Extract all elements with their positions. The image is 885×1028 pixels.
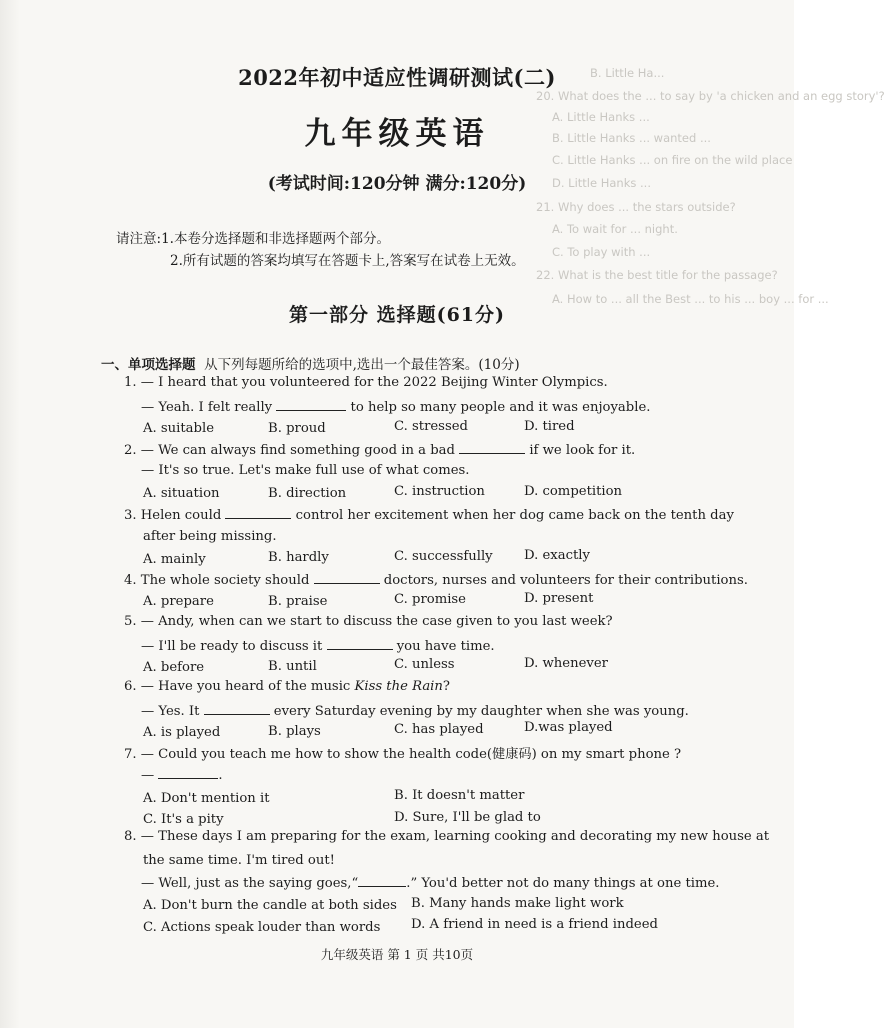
option-a: A. prepare	[143, 594, 214, 609]
answer-blank	[204, 702, 270, 715]
option-b: B. proud	[268, 421, 326, 436]
page-footer: 九年级英语 第 1 页 共10页	[320, 947, 474, 962]
question-3-continuation: after being missing.	[143, 529, 277, 544]
bleed-through-text: A. Little Hanks ...	[552, 110, 650, 124]
option-a: A. is played	[143, 725, 221, 740]
bleed-through-text: 20. What does the ... to say by 'a chicken and an egg story'?	[536, 89, 885, 103]
answer-blank	[314, 571, 380, 584]
option-d: D. present	[524, 591, 594, 606]
question-1-reply	[141, 398, 650, 415]
option-d: D. tired	[524, 419, 575, 434]
bleed-through-text: 22. What is the best title for the passage?	[536, 268, 778, 282]
option-c: C. Actions speak louder than words	[143, 920, 381, 935]
option-c: C. stressed	[394, 419, 468, 434]
bleed-through-text: A. How to ... all the Best ... to his ... boy ... for ...	[552, 292, 829, 306]
question-4-stem	[124, 571, 748, 588]
option-d: D. A friend in need is a friend indeed	[411, 917, 658, 932]
answer-blank	[358, 874, 406, 887]
bleed-through-text: C. To play with ...	[552, 245, 651, 259]
question-text: .” You'd better not do many things at one time.	[406, 876, 720, 891]
option-b: B. It doesn't matter	[394, 788, 525, 803]
question-text: .	[218, 768, 223, 783]
answer-blank	[327, 637, 393, 650]
bleed-through-text: B. Little Ha...	[590, 66, 665, 80]
question-2-stem	[124, 441, 635, 458]
answer-blank	[158, 766, 218, 779]
question-text: 3. Helen could	[124, 508, 226, 523]
notice-label: 请注意:	[116, 231, 162, 247]
question-5-reply	[141, 637, 495, 654]
question-2-reply: — It's so true. Let's make full use of what comes.	[141, 463, 470, 478]
option-c: C. instruction	[394, 484, 485, 499]
question-text: — Well, just as the saying goes,“	[141, 876, 359, 891]
question-8-reply	[141, 874, 719, 891]
scan-shadow	[0, 0, 20, 1028]
exam-time-score: (考试时间:120分钟 满分:120分)	[267, 174, 527, 194]
question-text: control her excitement when her dog came back on the tenth day	[291, 508, 734, 523]
question-text: — Yeah. I felt really	[141, 400, 277, 415]
option-d: D. competition	[524, 484, 623, 499]
question-text: — Yes. It	[141, 704, 204, 719]
option-a: A. suitable	[143, 421, 215, 436]
question-text: 4. The whole society should	[124, 573, 314, 588]
question-text: if we look for it.	[525, 443, 636, 458]
question-6-stem	[124, 679, 450, 694]
section-title: 第一部分 选择题(61分)	[288, 304, 506, 326]
option-a: A. Don't mention it	[143, 791, 270, 806]
music-title: Kiss the Rain	[354, 679, 443, 694]
option-b: B. praise	[268, 594, 328, 609]
question-text: 6. — Have you heard of the music	[124, 679, 355, 694]
question-6-reply	[141, 702, 689, 719]
question-text: you have time.	[392, 639, 495, 654]
bleed-through-text: D. Little Hanks ...	[552, 176, 651, 190]
option-c: C. It's a pity	[143, 812, 224, 827]
option-c: C. promise	[394, 592, 466, 607]
bleed-through-text: 21. Why does ... the stars outside?	[536, 200, 736, 214]
question-text: ?	[442, 679, 450, 694]
question-3-stem	[124, 506, 734, 523]
option-d: D. whenever	[524, 656, 608, 671]
bleed-through-text: A. To wait for ... night.	[552, 222, 678, 236]
option-a: A. mainly	[143, 552, 206, 567]
question-text: —	[141, 768, 159, 783]
option-b: B. until	[268, 659, 317, 674]
question-7-stem: 7. — Could you teach me how to show the health code(健康码) on my smart phone ?	[124, 747, 682, 762]
question-text: every Saturday evening by my daughter when she was young.	[269, 704, 689, 719]
answer-blank	[459, 441, 525, 454]
answer-blank	[225, 506, 291, 519]
subject-title: 九年级英语	[304, 116, 490, 152]
answer-blank	[276, 398, 346, 411]
question-text: doctors, nurses and volunteers for their contributions.	[379, 573, 748, 588]
section-heading-label: 一、单项选择题	[101, 357, 196, 373]
option-a: A. situation	[143, 486, 220, 501]
section-heading-instruction: 从下列每题所给的选项中,选出一个最佳答案。(10分)	[204, 357, 520, 373]
notice	[116, 227, 390, 247]
option-a: A. before	[143, 660, 205, 675]
option-b: B. plays	[268, 724, 321, 739]
question-1-stem: 1. — I heard that you volunteered for the 2022 Beijing Winter Olympics.	[124, 375, 608, 390]
question-text: to help so many people and it was enjoyable.	[346, 400, 651, 415]
notice-item-2: 2.所有试题的答案均填写在答题卡上,答案写在试卷上无效。	[170, 253, 525, 269]
option-b: B. Many hands make light work	[411, 896, 624, 911]
option-d: D. exactly	[524, 548, 590, 563]
question-8-stem-continuation: the same time. I'm tired out!	[143, 853, 335, 868]
question-5-stem: 5. — Andy, when can we start to discuss the case given to you last week?	[124, 614, 613, 629]
question-8-stem: 8. — These days I am preparing for the exam, learning cooking and decorating my new house at	[124, 829, 770, 844]
option-d: D.was played	[524, 720, 613, 735]
option-a: A. Don't burn the candle at both sides	[143, 898, 397, 913]
option-b: B. direction	[268, 486, 347, 501]
bleed-through-text: B. Little Hanks ... wanted ...	[552, 131, 711, 145]
question-text: — I'll be ready to discuss it	[141, 639, 327, 654]
option-b: B. hardly	[268, 550, 329, 565]
option-c: C. has played	[394, 722, 484, 737]
notice-item-1: 1.本卷分选择题和非选择题两个部分。	[161, 231, 390, 247]
question-7-reply	[141, 766, 223, 783]
bleed-through-text: C. Little Hanks ... on fire on the wild place	[552, 153, 793, 167]
option-d: D. Sure, I'll be glad to	[394, 810, 541, 825]
option-c: C. successfully	[394, 549, 493, 564]
question-text: 2. — We can always find something good in a bad	[124, 443, 460, 458]
exam-title: 2022年初中适应性调研测试(二)	[238, 65, 556, 90]
section-heading	[101, 353, 520, 373]
option-c: C. unless	[394, 657, 455, 672]
